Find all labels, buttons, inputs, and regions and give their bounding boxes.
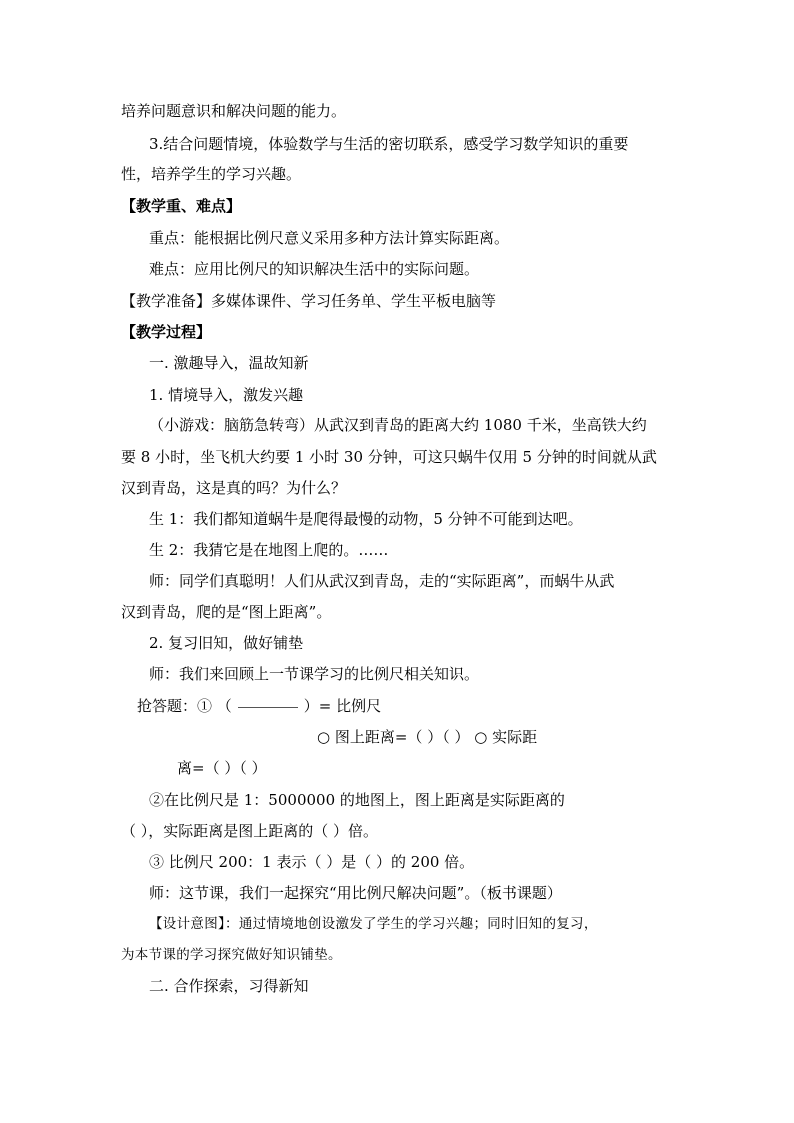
subsection-heading: 一. 激趣导入，温故知新 <box>149 354 309 372</box>
text-line: ②在比例尺是 1：5000000 的地图上，图上距离是实际距离的 <box>149 791 565 809</box>
text-line: 师：同学们真聪明！人们从武汉到青岛，走的“实际距离”，而蜗牛从武 <box>149 572 615 590</box>
text-line: 生 1：我们都知道蜗牛是爬得最慢的动物，5 分钟不可能到达吧。 <box>149 510 583 528</box>
subsection-heading: 2. 复习旧知，做好铺垫 <box>149 634 304 652</box>
text-line: 师：这节课，我们一起探究“用比例尺解决问题”。（板书课题） <box>149 884 562 902</box>
text-line: ③ 比例尺 200：1 表示（ ）是（ ）的 200 倍。 <box>149 853 475 871</box>
blank-line <box>238 707 298 708</box>
text-line: 师：我们来回顾上一节课学习的比例尺相关知识。 <box>149 665 480 683</box>
design-note: 为本节课的学习探究做好知识铺垫。 <box>121 947 342 963</box>
quiz-line <box>137 696 381 716</box>
section-heading: 【教学过程】 <box>121 323 212 341</box>
text-line: 难点：应用比例尺的知识解决生活中的实际问题。 <box>149 260 480 278</box>
text-line: （小游戏：脑筋急转弯）从武汉到青岛的距离大约 1080 千米，坐高铁大约 <box>149 416 647 434</box>
text-line: 3.结合问题情境，体验数学与生活的密切联系，感受学习数学知识的重要 <box>149 135 629 153</box>
subsection-heading: 1. 情境导入，激发兴趣 <box>149 386 304 404</box>
quiz-label: 抢答题：① （ <box>137 697 232 715</box>
text-line: 培养问题意识和解决问题的能力。 <box>121 102 347 120</box>
text-line: 汉到青岛，爬的是“图上距离”。 <box>121 603 332 621</box>
text-line: ○ 图上距离=（ ）（ ） ○ 实际距 <box>317 728 538 746</box>
text-line: 离=（ ）（ ） <box>177 759 267 777</box>
design-note: 【设计意图】：通过情境地创设激发了学生的学习兴趣；同时旧知的复习， <box>149 916 598 932</box>
subsection-heading: 二. 合作探索，习得新知 <box>149 977 309 995</box>
text-line: 重点：能根据比例尺意义采用多种方法计算实际距离。 <box>149 229 510 247</box>
quiz-answer: ）= 比例尺 <box>303 697 382 715</box>
section-heading: 【教学准备】多媒体课件、学习任务单、学生平板电脑等 <box>121 292 497 310</box>
text-line: 性，培养学生的学习兴趣。 <box>121 165 302 183</box>
text-line: 汉到青岛，这是真的吗？为什么？ <box>121 479 347 497</box>
text-line: 生 2：我猜它是在地图上爬的。…… <box>149 541 389 559</box>
text-line: （ ），实际距离是图上距离的（ ）倍。 <box>121 822 379 840</box>
text-line: 要 8 小时，坐飞机大约要 1 小时 30 分钟，可这只蜗牛仅用 5 分钟的时间就从武 <box>121 448 657 466</box>
section-heading: 【教学重、难点】 <box>121 197 242 215</box>
